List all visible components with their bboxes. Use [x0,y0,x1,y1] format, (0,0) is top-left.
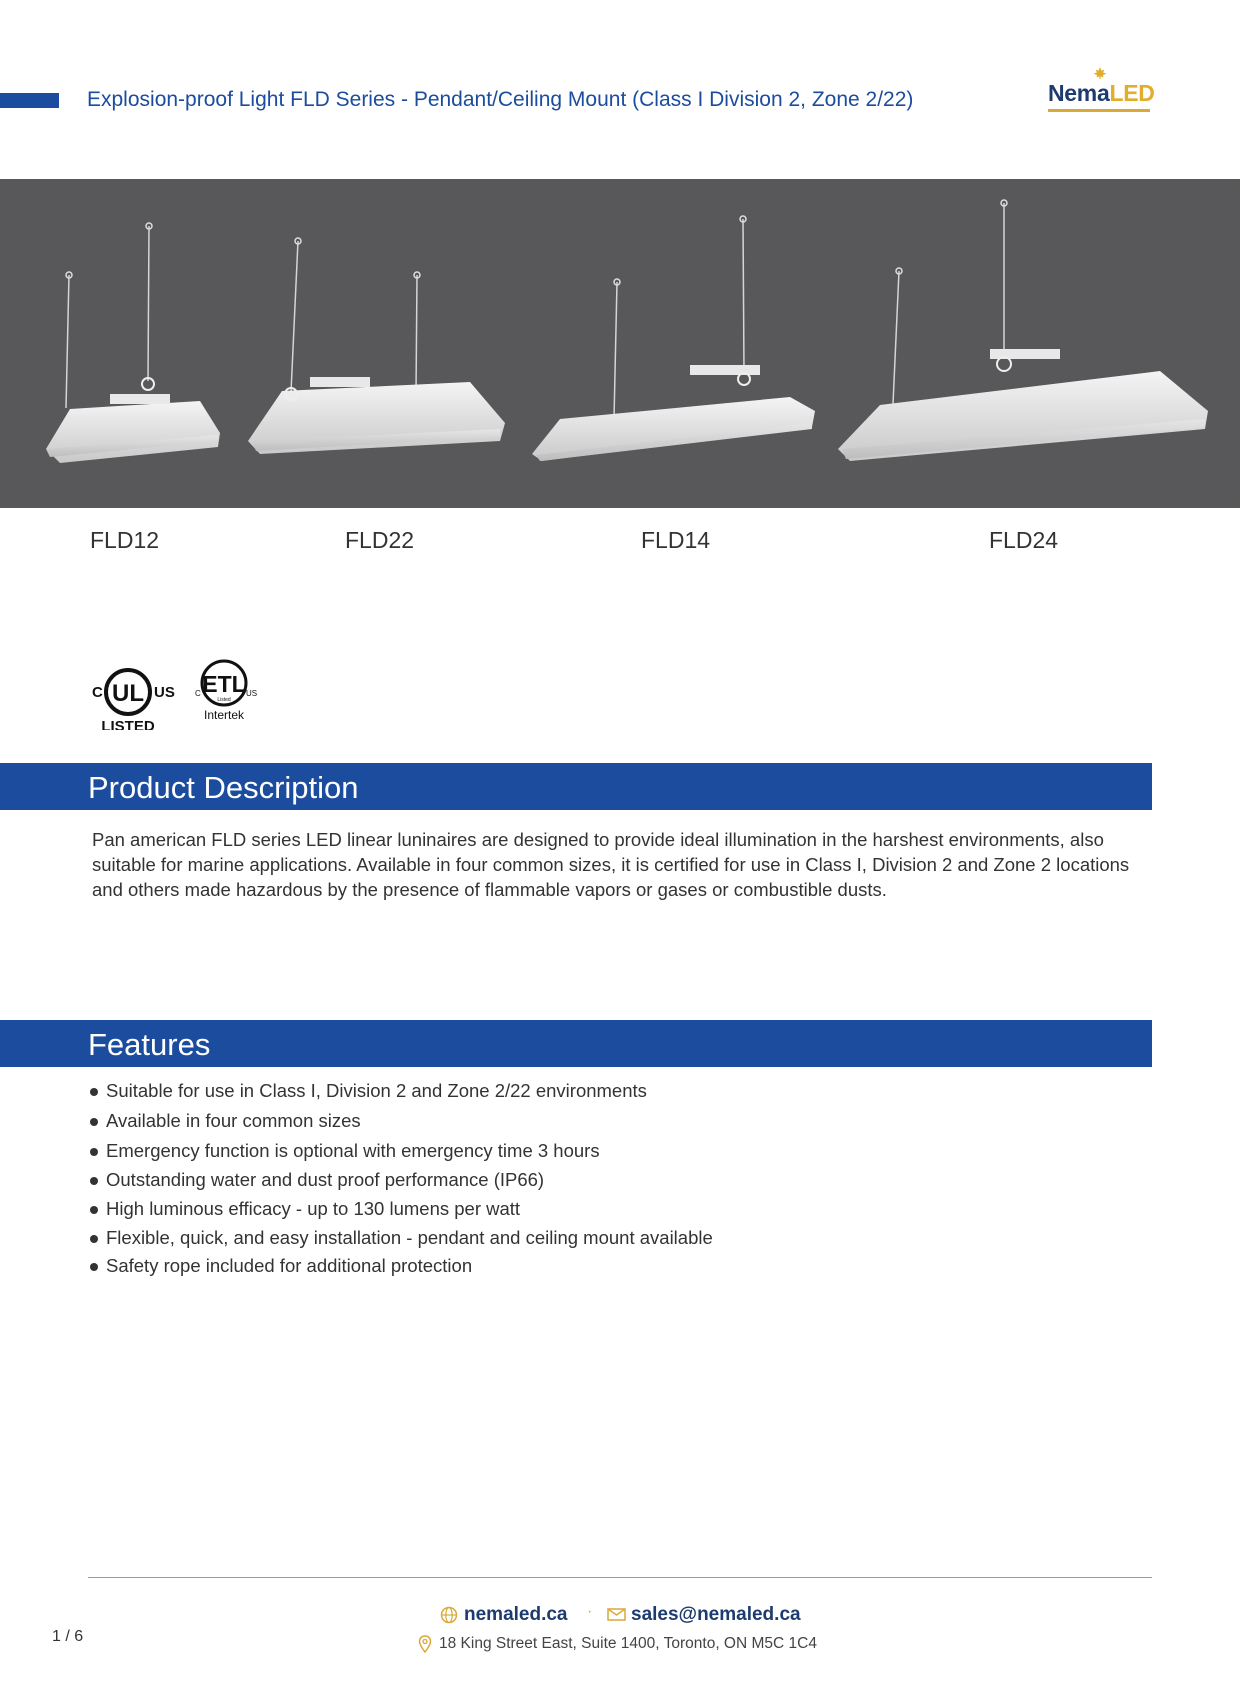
product-description-header [0,763,1152,810]
feature-item: High luminous efficacy - up to 130 lumens per watt [90,1198,713,1227]
product-description-body: Pan american FLD series LED linear luninaires are designed to provide ideal illumination in the harshest environments, also suitable for marine applications. Available in four common sizes, it is certified for use in Class I, Division 2 and Zone 2 locations and others made hazardous by the presence of flammable vapors or gases or combustible dusts. [92,829,1130,900]
features-heading: Features [88,1027,211,1062]
feature-item: Outstanding water and dust proof performance (IP66) [90,1169,713,1198]
bullet-icon [90,1263,98,1271]
product-photo-banner [0,179,1240,508]
bullet-icon [90,1177,98,1185]
certification-marks [90,655,270,730]
svg-text:ETL: ETL [202,671,246,697]
header-accent-bar [0,93,59,108]
model-label-fld24: FLD24 [989,527,1059,553]
logo-wordmark: NemaLED [1048,80,1155,106]
footer-separator: · [587,1603,593,1620]
svg-text:US: US [154,684,175,701]
page-number: 1 / 6 [52,1628,84,1645]
fld22-fixture-image [248,238,505,454]
svg-text:US: US [246,689,258,698]
maple-leaf-icon [1093,67,1107,79]
etl-listed-mark [194,655,270,730]
fld12-fixture-image [46,223,220,463]
feature-item: Available in four common sizes [90,1110,713,1140]
luminaire-illustrations [0,179,1240,508]
fld24-fixture-image [838,200,1208,461]
model-label-fld22: FLD22 [345,527,415,553]
svg-text:Listed: Listed [217,697,231,703]
bullet-icon [90,1118,98,1126]
model-label-fld14: FLD14 [641,527,711,553]
bullet-icon [90,1206,98,1214]
svg-text:LISTED: LISTED [101,718,155,730]
footer-divider [88,1577,1152,1578]
svg-text:C: C [195,689,201,698]
bullet-icon [90,1148,98,1156]
svg-text:C: C [92,684,103,701]
model-label-fld12: FLD12 [90,527,160,553]
svg-text:Intertek: Intertek [203,708,245,722]
bullet-icon [90,1235,98,1243]
feature-item: Suitable for use in Class I, Division 2 and Zone 2/22 environments [90,1080,713,1110]
mail-icon [607,1606,626,1622]
website-link[interactable]: nemaled.ca [464,1604,568,1625]
globe-icon [440,1606,458,1624]
feature-item: Safety rope included for additional protection [90,1255,713,1283]
logo-underline [1048,109,1150,112]
product-description-heading: Product Description [88,770,359,805]
feature-item: Flexible, quick, and easy installation - pendant and ceiling mount available [90,1227,713,1255]
fld14-fixture-image [532,216,815,461]
location-pin-icon [418,1635,432,1653]
company-logo [1048,67,1155,115]
features-header [0,1020,1152,1067]
svg-text:UL: UL [112,680,144,707]
company-address: 18 King Street East, Suite 1400, Toronto, ON M5C 1C4 [439,1635,817,1652]
bullet-icon [90,1088,98,1096]
features-list [90,1080,713,1283]
email-link[interactable]: sales@nemaled.ca [631,1604,801,1625]
feature-item: Emergency function is optional with emergency time 3 hours [90,1140,713,1169]
document-title: Explosion-proof Light FLD Series - Pendant/Ceiling Mount (Class I Division 2, Zone 2/22) [87,88,914,111]
